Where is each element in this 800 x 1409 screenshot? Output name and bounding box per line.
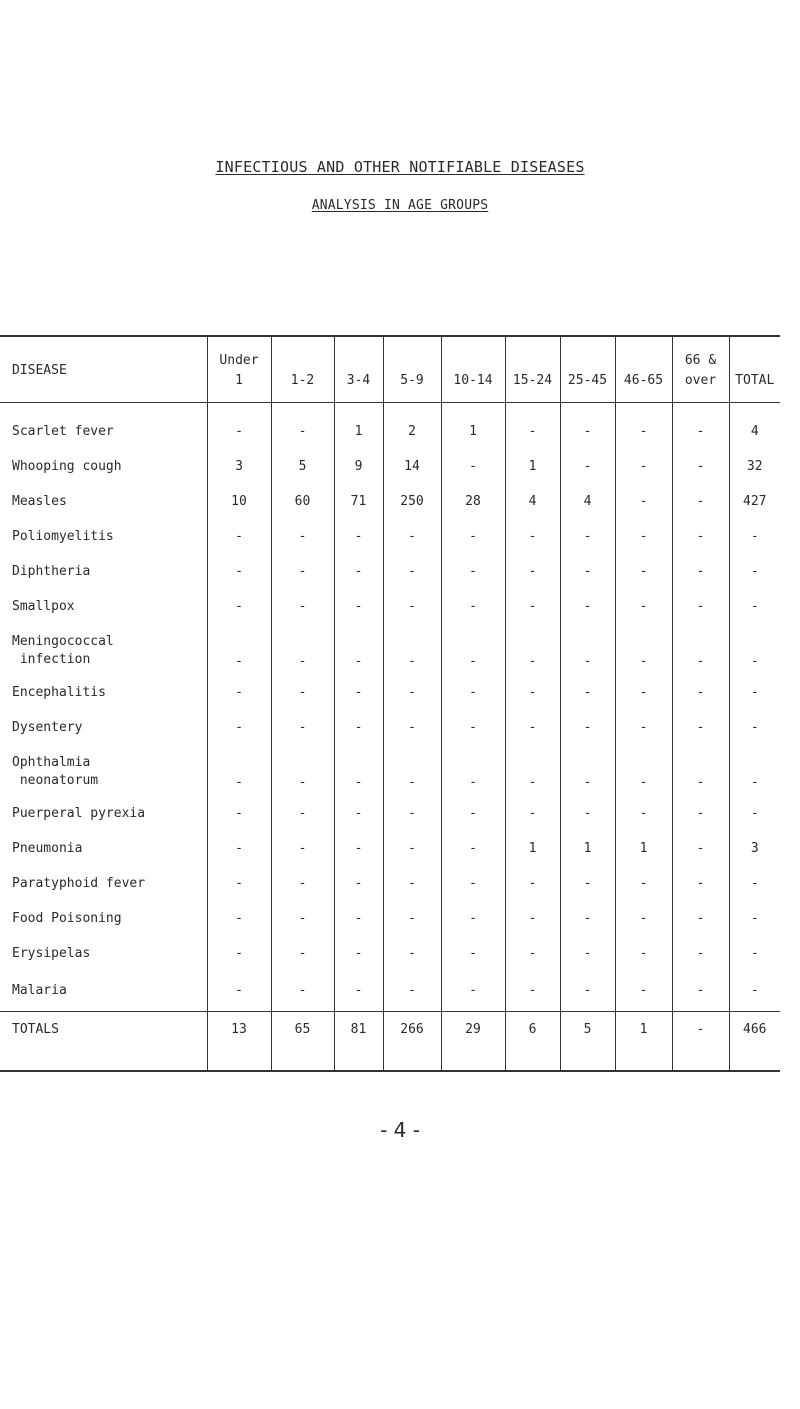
cell: -	[207, 901, 271, 936]
cell: -	[383, 624, 441, 675]
cell: -	[383, 936, 441, 971]
cell: -	[505, 901, 560, 936]
table-row	[0, 554, 780, 589]
header-15-24-label: 15-24	[512, 373, 553, 389]
cell: 1	[505, 449, 560, 484]
cell-total: -	[729, 901, 780, 936]
header-46-65-label: 46-65	[623, 373, 664, 389]
cell-total: 427	[729, 484, 780, 519]
cell: -	[505, 710, 560, 745]
total-cell: 29	[441, 1011, 505, 1071]
header-row	[0, 336, 780, 402]
cell: -	[505, 519, 560, 554]
total-cell: 81	[334, 1011, 383, 1071]
cell: -	[505, 402, 560, 449]
cell: -	[383, 675, 441, 710]
header-under-1-line1: Under	[219, 353, 259, 369]
cell: -	[383, 901, 441, 936]
total-cell: -	[672, 1011, 729, 1071]
disease-name: Food Poisoning	[12, 910, 122, 926]
cell: -	[672, 624, 729, 675]
cell: -	[560, 449, 615, 484]
cell: -	[207, 866, 271, 901]
cell: -	[560, 866, 615, 901]
disease-name: Paratyphoid fever	[12, 875, 146, 891]
cell: -	[672, 449, 729, 484]
header-3-4-label: 3-4	[346, 373, 371, 389]
cell: -	[560, 589, 615, 624]
cell: 60	[271, 484, 334, 519]
cell: -	[271, 589, 334, 624]
cell: -	[615, 901, 672, 936]
cell: -	[560, 554, 615, 589]
disease-name-line1: Meningococcal	[12, 634, 114, 649]
disease-name: Poliomyelitis	[12, 528, 114, 544]
table-row	[0, 866, 780, 901]
cell: -	[441, 936, 505, 971]
cell: -	[615, 589, 672, 624]
cell: -	[672, 484, 729, 519]
cell: -	[505, 675, 560, 710]
cell: 5	[271, 449, 334, 484]
page-title-text: INFECTIOUS AND OTHER NOTIFIABLE DISEASES	[215, 158, 585, 176]
table-row	[0, 624, 780, 675]
cell: -	[271, 624, 334, 675]
cell: -	[441, 589, 505, 624]
table-row	[0, 675, 780, 710]
cell: -	[560, 675, 615, 710]
cell: -	[334, 554, 383, 589]
cell: -	[560, 710, 615, 745]
cell: -	[672, 936, 729, 971]
cell: -	[207, 554, 271, 589]
cell: -	[271, 675, 334, 710]
total-cell: 1	[615, 1011, 672, 1071]
table-row	[0, 519, 780, 554]
cell-total: -	[729, 675, 780, 710]
cell: -	[672, 710, 729, 745]
disease-name	[0, 624, 207, 675]
cell: -	[615, 936, 672, 971]
header-66-line2: over	[684, 373, 717, 389]
disease-name: Whooping cough	[12, 458, 122, 474]
disease-name: Malaria	[12, 982, 67, 998]
cell: -	[383, 796, 441, 831]
cell: -	[560, 971, 615, 1011]
disease-name-line2: infection	[19, 652, 91, 667]
cell: -	[441, 971, 505, 1011]
cell: -	[207, 936, 271, 971]
page-subtitle-text: ANALYSIS IN AGE GROUPS	[311, 198, 489, 213]
cell: -	[441, 831, 505, 866]
cell: -	[334, 675, 383, 710]
table-row	[0, 589, 780, 624]
header-under-1	[207, 336, 271, 402]
cell: -	[383, 710, 441, 745]
cell-total: -	[729, 745, 780, 796]
cell: -	[615, 796, 672, 831]
cell: -	[560, 745, 615, 796]
cell: 28	[441, 484, 505, 519]
cell: -	[505, 971, 560, 1011]
page-subtitle	[0, 198, 800, 213]
cell: -	[505, 589, 560, 624]
cell: -	[615, 971, 672, 1011]
cell: -	[334, 796, 383, 831]
cell: -	[441, 710, 505, 745]
header-5-9-label: 5-9	[400, 373, 424, 389]
table-row	[0, 745, 780, 796]
cell: -	[441, 901, 505, 936]
table-row	[0, 901, 780, 936]
cell: -	[271, 971, 334, 1011]
cell: -	[207, 971, 271, 1011]
cell: -	[334, 866, 383, 901]
total-cell: 65	[271, 1011, 334, 1071]
cell: -	[334, 971, 383, 1011]
cell: -	[383, 589, 441, 624]
header-under-1-line2: 1	[235, 373, 243, 389]
cell: -	[505, 796, 560, 831]
cell-total: 3	[729, 831, 780, 866]
table-row	[0, 796, 780, 831]
cell: -	[505, 866, 560, 901]
total-cell: 13	[207, 1011, 271, 1071]
table-row	[0, 710, 780, 745]
cell: -	[672, 866, 729, 901]
header-total	[729, 336, 780, 402]
header-disease: DISEASE	[12, 363, 67, 379]
totals-row	[0, 1011, 780, 1071]
cell: 1	[441, 402, 505, 449]
cell: -	[672, 675, 729, 710]
cell: -	[441, 449, 505, 484]
total-cell: 5	[560, 1011, 615, 1071]
cell: -	[615, 675, 672, 710]
cell: -	[334, 710, 383, 745]
cell: -	[334, 936, 383, 971]
cell: 250	[383, 484, 441, 519]
header-10-14	[441, 336, 505, 402]
cell: 4	[560, 484, 615, 519]
cell: -	[672, 796, 729, 831]
cell: -	[271, 710, 334, 745]
cell: -	[615, 519, 672, 554]
header-10-14-label: 10-14	[453, 373, 493, 389]
page-title	[0, 158, 800, 176]
cell: -	[672, 589, 729, 624]
cell-total: -	[729, 624, 780, 675]
cell: -	[560, 402, 615, 449]
cell-total: -	[729, 710, 780, 745]
cell-total: -	[729, 589, 780, 624]
cell: -	[560, 624, 615, 675]
cell: -	[441, 745, 505, 796]
cell: -	[383, 519, 441, 554]
total-cell: 266	[383, 1011, 441, 1071]
cell: -	[207, 402, 271, 449]
cell: -	[383, 745, 441, 796]
cell: -	[672, 554, 729, 589]
cell: 10	[207, 484, 271, 519]
page-number: - 4 -	[380, 1118, 420, 1142]
cell: -	[271, 831, 334, 866]
cell: -	[334, 589, 383, 624]
cell: -	[383, 866, 441, 901]
cell: -	[441, 554, 505, 589]
cell: -	[207, 831, 271, 866]
cell: -	[383, 971, 441, 1011]
cell: -	[334, 745, 383, 796]
cell: 1	[505, 831, 560, 866]
disease-name	[0, 745, 207, 796]
disease-name-line1: Ophthalmia	[12, 755, 91, 770]
cell: -	[672, 519, 729, 554]
cell: -	[615, 745, 672, 796]
disease-name: Erysipelas	[12, 945, 91, 961]
table-row	[0, 449, 780, 484]
cell: -	[560, 936, 615, 971]
cell: 71	[334, 484, 383, 519]
cell: -	[271, 554, 334, 589]
header-15-24	[505, 336, 560, 402]
header-66-over	[672, 336, 729, 402]
table-row	[0, 484, 780, 519]
cell: -	[560, 901, 615, 936]
disease-name: Encephalitis	[12, 684, 106, 700]
cell-total: 4	[729, 402, 780, 449]
header-1-2	[271, 336, 334, 402]
cell: -	[560, 796, 615, 831]
cell: 4	[505, 484, 560, 519]
cell: -	[207, 710, 271, 745]
cell: -	[672, 971, 729, 1011]
cell: -	[207, 745, 271, 796]
cell: -	[441, 624, 505, 675]
cell-total: -	[729, 796, 780, 831]
cell: -	[271, 519, 334, 554]
cell: -	[441, 519, 505, 554]
cell: -	[505, 624, 560, 675]
cell-total: -	[729, 866, 780, 901]
cell: 2	[383, 402, 441, 449]
disease-name: Puerperal pyrexia	[12, 805, 146, 821]
disease-name: Pneumonia	[12, 840, 83, 856]
cell: 1	[615, 831, 672, 866]
cell: -	[615, 484, 672, 519]
header-25-45-label: 25-45	[567, 373, 608, 389]
cell-total: -	[729, 936, 780, 971]
cell: -	[615, 866, 672, 901]
cell-total: -	[729, 519, 780, 554]
cell: -	[505, 554, 560, 589]
cell: -	[672, 901, 729, 936]
cell: -	[271, 866, 334, 901]
cell: -	[615, 449, 672, 484]
cell: -	[615, 710, 672, 745]
header-66-line1: 66 &	[684, 353, 717, 369]
cell: -	[441, 866, 505, 901]
disease-name: Scarlet fever	[12, 423, 114, 439]
cell: -	[271, 901, 334, 936]
cell: -	[505, 936, 560, 971]
table-row	[0, 831, 780, 866]
cell: 3	[207, 449, 271, 484]
cell: -	[271, 936, 334, 971]
header-46-65	[615, 336, 672, 402]
cell: -	[207, 796, 271, 831]
header-1-2-label: 1-2	[290, 373, 315, 389]
cell: -	[207, 589, 271, 624]
grand-total-cell: 466	[729, 1011, 780, 1071]
header-25-45	[560, 336, 615, 402]
cell: -	[271, 796, 334, 831]
total-cell: 6	[505, 1011, 560, 1071]
cell: -	[334, 901, 383, 936]
cell: -	[441, 796, 505, 831]
cell: -	[615, 554, 672, 589]
cell: -	[560, 519, 615, 554]
table-row	[0, 971, 780, 1011]
cell: -	[505, 745, 560, 796]
cell: 1	[560, 831, 615, 866]
cell: -	[672, 831, 729, 866]
cell: 9	[334, 449, 383, 484]
table-row	[0, 402, 780, 449]
cell-total: -	[729, 554, 780, 589]
cell: -	[672, 402, 729, 449]
totals-label: TOTALS	[12, 1021, 59, 1037]
table-row	[0, 936, 780, 971]
cell: -	[441, 675, 505, 710]
cell: -	[334, 831, 383, 866]
cell: -	[615, 624, 672, 675]
disease-name: Dysentery	[12, 719, 83, 735]
cell: 14	[383, 449, 441, 484]
cell: -	[271, 402, 334, 449]
cell: -	[615, 402, 672, 449]
cell: -	[383, 554, 441, 589]
cell: -	[334, 519, 383, 554]
header-total-label: TOTAL	[735, 373, 775, 389]
age-groups-table	[0, 335, 780, 1072]
cell-total: 32	[729, 449, 780, 484]
header-3-4	[334, 336, 383, 402]
cell: -	[207, 675, 271, 710]
cell: -	[207, 624, 271, 675]
cell: -	[672, 745, 729, 796]
cell: -	[207, 519, 271, 554]
disease-name: Diphtheria	[12, 563, 91, 579]
header-5-9	[383, 336, 441, 402]
disease-name: Smallpox	[12, 598, 75, 614]
cell-total: -	[729, 971, 780, 1011]
cell: 1	[334, 402, 383, 449]
disease-name: Measles	[12, 493, 67, 509]
cell: -	[334, 624, 383, 675]
cell: -	[383, 831, 441, 866]
cell: -	[271, 745, 334, 796]
disease-name-line2: neonatorum	[19, 773, 99, 788]
